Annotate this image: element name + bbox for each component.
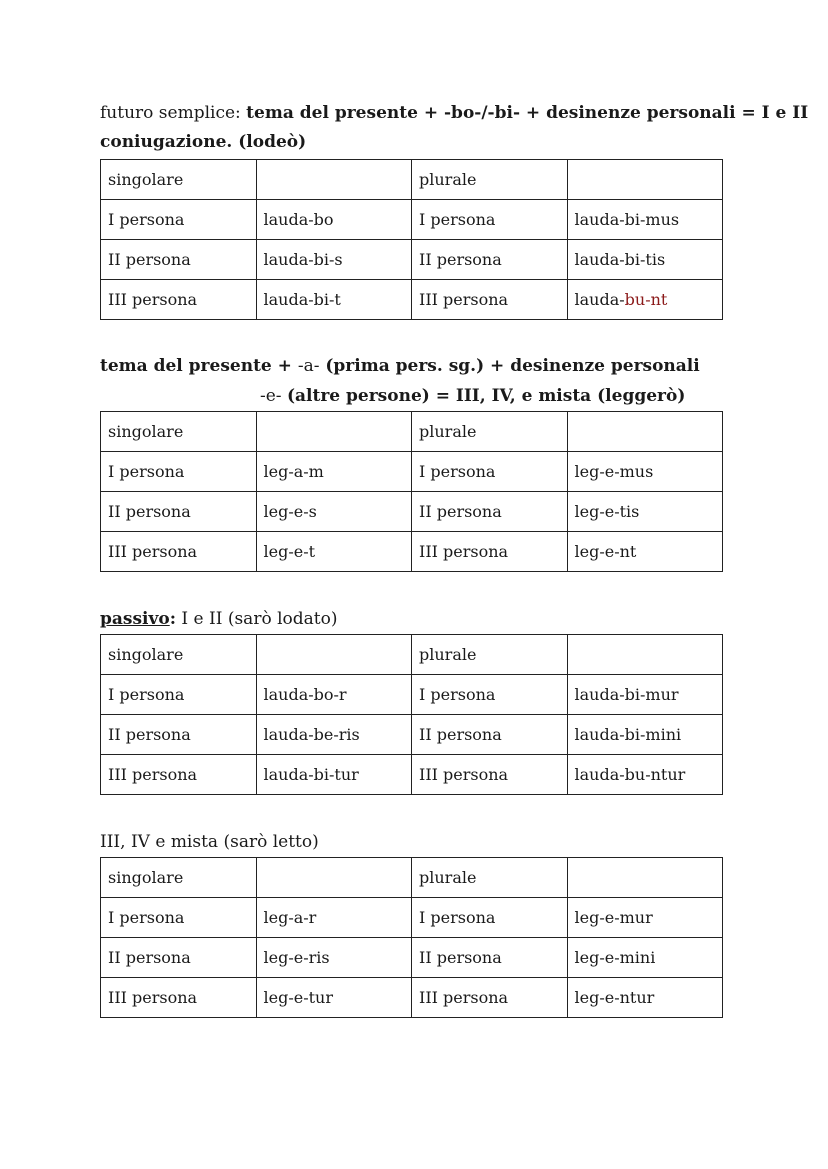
table-row	[101, 715, 723, 755]
section2-heading-line1	[100, 355, 700, 377]
table-cell: III persona	[412, 280, 568, 320]
table-cell: II persona	[101, 492, 257, 532]
header-cell: singolare	[101, 412, 257, 452]
table-cell: II persona	[412, 715, 568, 755]
header-cell	[567, 412, 723, 452]
form-stem: lauda-	[574, 290, 625, 309]
header-cell	[256, 160, 412, 200]
section4-heading	[100, 831, 319, 853]
table-cell: lauda-bo-r	[256, 675, 412, 715]
conjugation-table-futuro-passivo-1-2	[100, 634, 723, 795]
table-cell: leg-e-nt	[567, 532, 723, 572]
header-cell: singolare	[101, 858, 257, 898]
header-cell: plurale	[412, 160, 568, 200]
table-cell: III persona	[101, 532, 257, 572]
table-cell: lauda-bi-tur	[256, 755, 412, 795]
header-cell	[567, 858, 723, 898]
table-cell: III persona	[412, 978, 568, 1018]
table-cell: lauda-bi-tis	[567, 240, 723, 280]
table-cell: lauda-bo	[256, 200, 412, 240]
header-cell	[256, 635, 412, 675]
table-row	[101, 978, 723, 1018]
table-cell: III persona	[101, 978, 257, 1018]
heading-bold-text: tema del presente + -bo-/-bi- + desinenze personali = I e II	[246, 103, 809, 123]
header-cell	[256, 858, 412, 898]
table-row	[101, 532, 723, 572]
section1-heading-line2	[100, 131, 306, 153]
table-row	[101, 452, 723, 492]
table-row	[101, 200, 723, 240]
heading-colon: :	[169, 609, 176, 629]
table-cell: leg-a-r	[256, 898, 412, 938]
table-cell: leg-e-ris	[256, 938, 412, 978]
table-header-row	[101, 635, 723, 675]
header-cell: plurale	[412, 635, 568, 675]
highlighted-ending: bu-nt	[624, 290, 668, 309]
header-cell: singolare	[101, 160, 257, 200]
heading-bold-text: tema del presente +	[100, 356, 298, 376]
table-row	[101, 938, 723, 978]
table-cell: leg-a-m	[256, 452, 412, 492]
table-row	[101, 240, 723, 280]
table-cell: II persona	[101, 240, 257, 280]
header-cell: plurale	[412, 858, 568, 898]
table-cell: lauda-bi-mus	[567, 200, 723, 240]
table-cell: leg-e-mur	[567, 898, 723, 938]
table-cell: leg-e-mini	[567, 938, 723, 978]
table-cell: lauda-bi-t	[256, 280, 412, 320]
table-cell: I persona	[101, 898, 257, 938]
header-cell	[256, 412, 412, 452]
table-row	[101, 898, 723, 938]
table-cell: leg-e-tis	[567, 492, 723, 532]
table-cell: leg-e-s	[256, 492, 412, 532]
table-cell: II persona	[101, 715, 257, 755]
table-cell: leg-e-tur	[256, 978, 412, 1018]
heading-bold-text: coniugazione. (lodeò)	[100, 132, 307, 152]
table-cell: III persona	[412, 532, 568, 572]
table-cell: II persona	[412, 938, 568, 978]
table-header-row	[101, 160, 723, 200]
table-cell: I persona	[101, 452, 257, 492]
table-cell: III persona	[412, 755, 568, 795]
table-cell: II persona	[101, 938, 257, 978]
table-cell: lauda-bi-mur	[567, 675, 723, 715]
conjugation-table-futuro-passivo-3-4	[100, 857, 723, 1018]
table-cell: I persona	[412, 675, 568, 715]
header-cell	[567, 160, 723, 200]
table-cell	[567, 280, 723, 320]
table-row	[101, 675, 723, 715]
table-row	[101, 492, 723, 532]
table-row	[101, 755, 723, 795]
table-header-row	[101, 412, 723, 452]
heading-text: -e-	[260, 386, 287, 406]
section2-heading-line2	[260, 385, 685, 407]
heading-underlined-text: passivo	[100, 609, 170, 629]
table-cell: I persona	[101, 675, 257, 715]
table-header-row	[101, 858, 723, 898]
conjugation-table-futuro-attivo-3-4	[100, 411, 723, 572]
heading-text: -a-	[297, 356, 320, 376]
table-cell: II persona	[412, 240, 568, 280]
header-cell: plurale	[412, 412, 568, 452]
table-cell: leg-e-mus	[567, 452, 723, 492]
header-cell: singolare	[101, 635, 257, 675]
table-cell: I persona	[412, 898, 568, 938]
heading-text: futuro semplice:	[100, 103, 247, 123]
table-cell: leg-e-t	[256, 532, 412, 572]
table-row	[101, 280, 723, 320]
heading-text: I e II (sarò lodato)	[176, 609, 338, 629]
section1-heading-line1	[100, 102, 808, 124]
conjugation-table-futuro-attivo-1-2	[100, 159, 723, 320]
table-cell: III persona	[101, 280, 257, 320]
table-cell: III persona	[101, 755, 257, 795]
table-cell: lauda-bi-s	[256, 240, 412, 280]
table-cell: I persona	[101, 200, 257, 240]
heading-text: III, IV e mista (sarò letto)	[100, 832, 319, 852]
heading-bold-text: (prima pers. sg.) + desinenze personali	[319, 356, 700, 376]
heading-bold-text: (altre persone) = III, IV, e mista (leggerò)	[286, 386, 686, 406]
table-cell: leg-e-ntur	[567, 978, 723, 1018]
table-cell: I persona	[412, 200, 568, 240]
header-cell	[567, 635, 723, 675]
table-cell: I persona	[412, 452, 568, 492]
section3-heading	[100, 608, 337, 630]
table-cell: II persona	[412, 492, 568, 532]
table-cell: lauda-bi-mini	[567, 715, 723, 755]
table-cell: lauda-be-ris	[256, 715, 412, 755]
table-cell: lauda-bu-ntur	[567, 755, 723, 795]
